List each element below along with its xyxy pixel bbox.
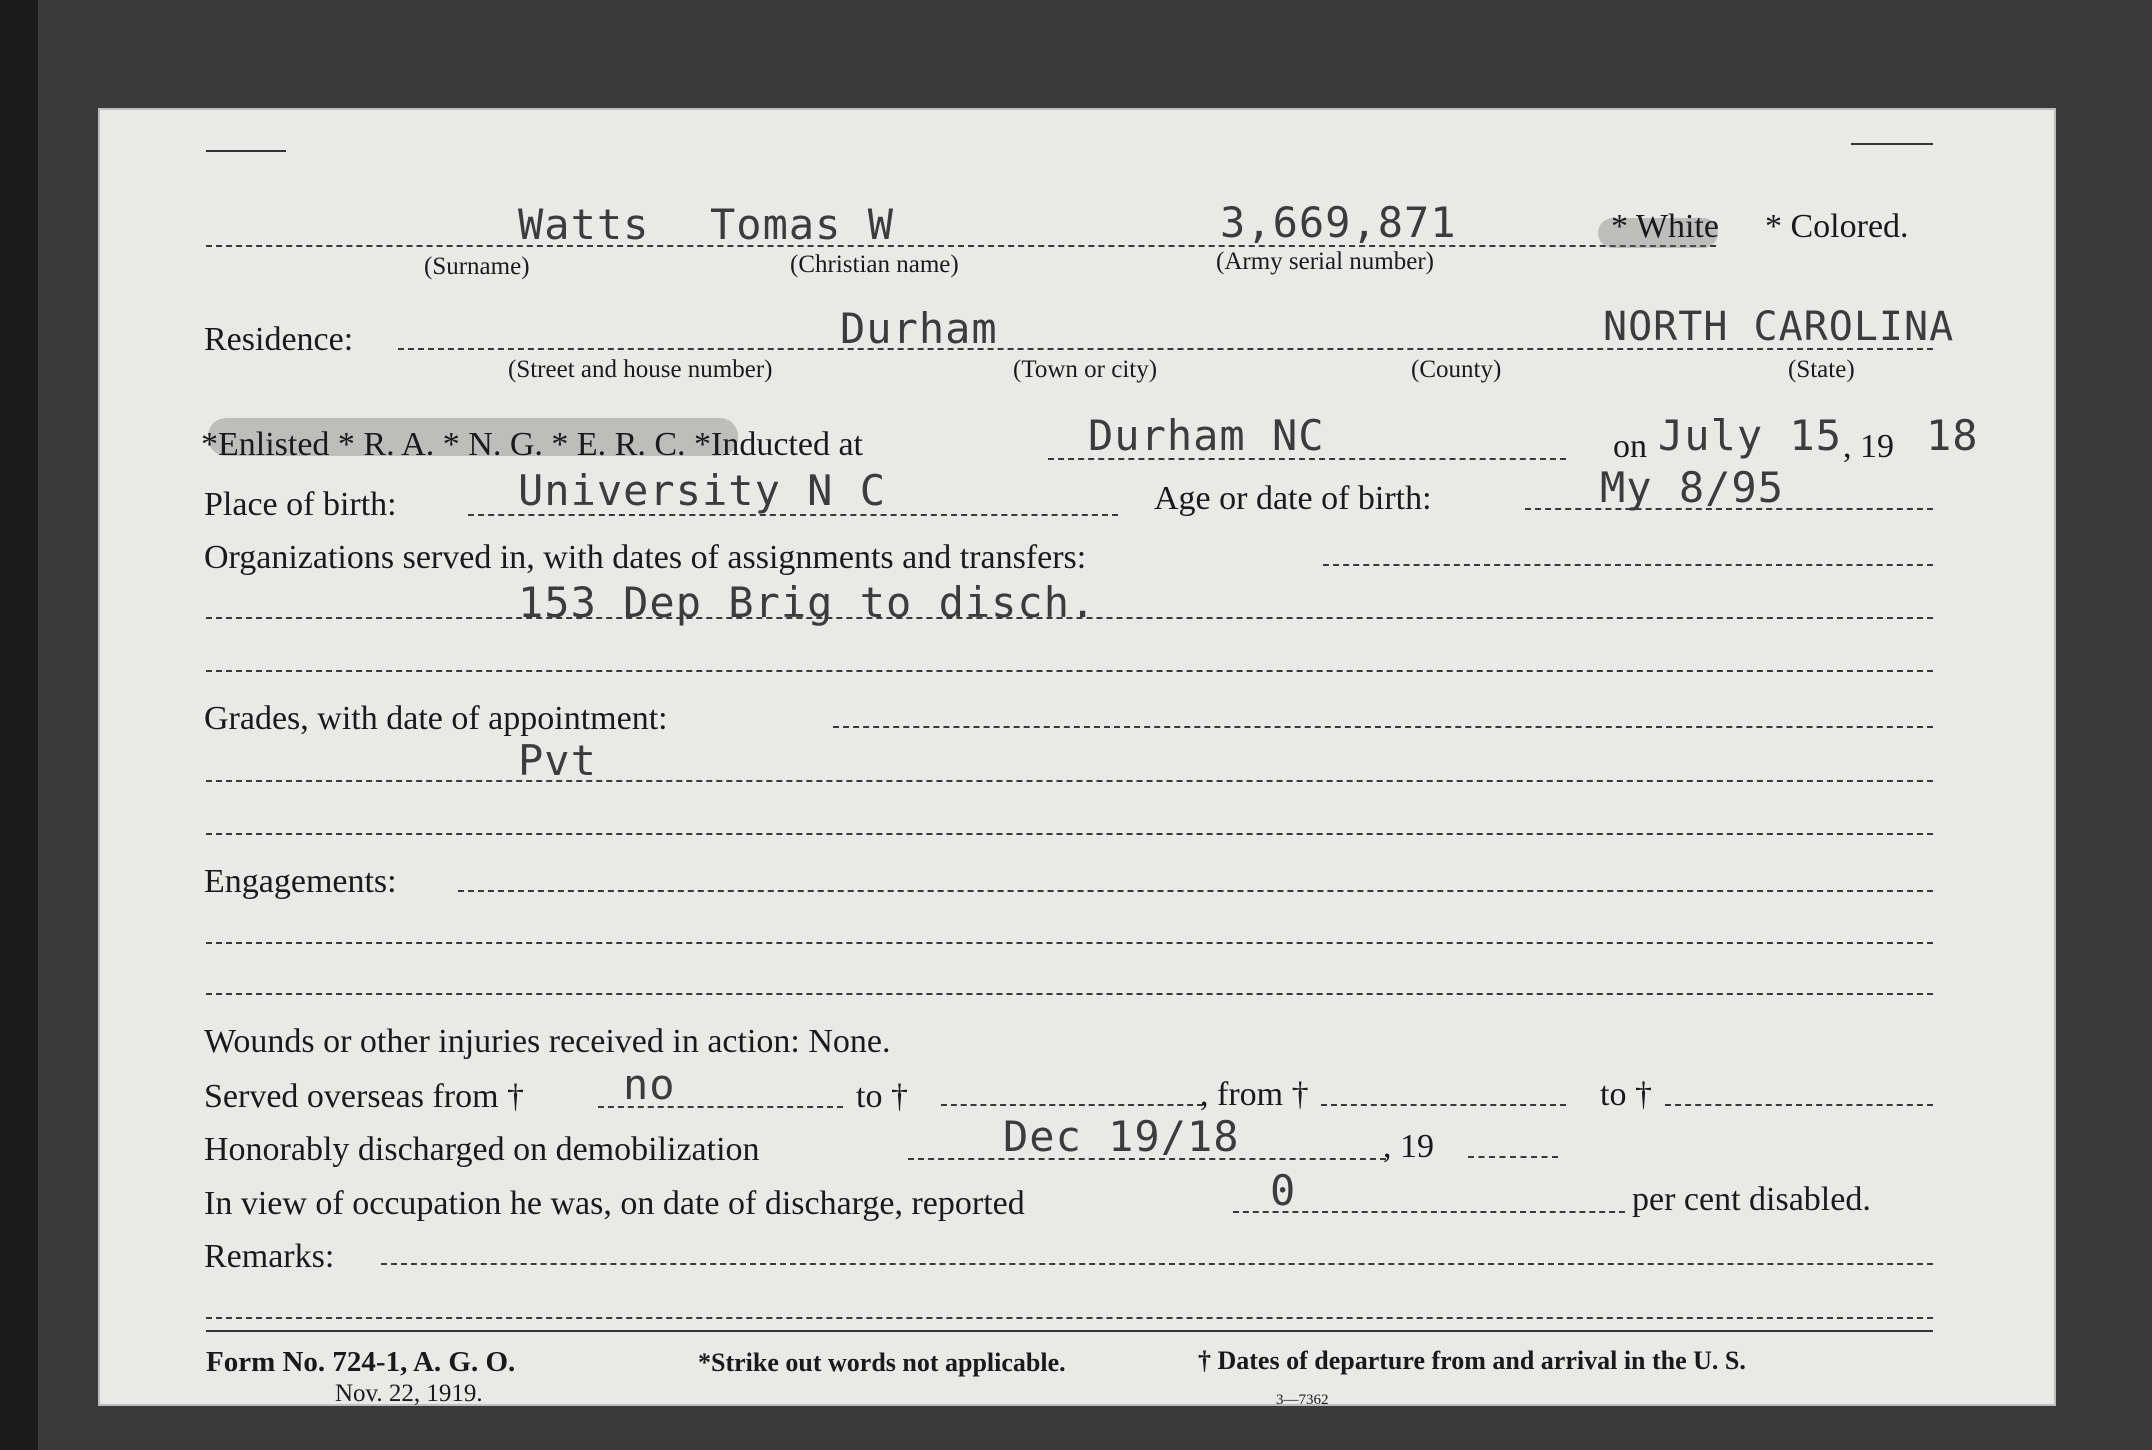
street-caption: (Street and house number) [508,356,773,383]
discharge-date-value: Dec 19/18 [1003,1112,1240,1161]
occupation-label: In view of occupation he was, on date of discharge, reported [204,1185,1025,1222]
engagements-line-3 [206,993,1933,995]
per-cent-label: per cent disabled. [1632,1181,1871,1218]
organizations-label: Organizations served in, with dates of assignments and transfers: [204,539,1087,576]
christian-name-value: Tomas W [710,200,895,249]
form-date: Nov. 22, 1919. [335,1380,483,1407]
inducted-at-value: Durham NC [1088,411,1325,460]
discharge-year-line [1468,1156,1558,1158]
top-left-rule [206,150,286,152]
inducted-year-value: 18 [1926,411,1979,460]
birth-date-value: My 8/95 [1600,463,1785,512]
to-label-2: to † [1600,1076,1652,1113]
to-label-1: to † [856,1078,908,1115]
birthplace-value: University N C [518,466,887,515]
organizations-line-2 [206,617,1933,619]
strike-note: *Strike out words not applicable. [698,1348,1066,1377]
overseas-from-value: no [623,1060,676,1109]
inducted-date-value: July 15 [1658,411,1843,460]
from-label-2: , from † [1200,1076,1309,1113]
organizations-line-3 [206,670,1933,672]
town-value: Durham [840,304,998,353]
enlisted-label: *Enlisted * R. A. * N. G. * E. R. C. *Inducted at [201,426,864,463]
service-record-card [98,108,2056,1406]
footer-rule [206,1330,1933,1332]
remarks-line-2 [206,1317,1933,1319]
serial-number-value: 3,669,871 [1220,198,1457,247]
print-code: 3—7362 [1276,1392,1329,1408]
place-of-birth-label: Place of birth: [204,486,397,523]
serial-number-caption: (Army serial number) [1216,248,1434,275]
grade-value: Pvt [518,736,597,785]
disabled-percent-value: 0 [1270,1166,1297,1215]
year-prefix-label: , 19 [1843,428,1894,465]
organization-value: 153 Dep Brig to disch. [518,578,1097,627]
wounds-label: Wounds or other injuries received in action: None. [204,1023,891,1060]
white-label: * White [1611,208,1719,245]
served-overseas-label: Served overseas from † [204,1078,525,1115]
remarks-label: Remarks: [204,1238,335,1275]
overseas-to-line [941,1104,1203,1106]
state-value: NORTH CAROLINA [1603,304,1955,350]
remarks-line-1 [381,1263,1933,1265]
grades-line-1 [833,726,1933,728]
colored-label: * Colored. [1765,208,1909,245]
engagements-line-2 [206,942,1933,944]
age-or-dob-label: Age or date of birth: [1154,480,1432,517]
organizations-line-1 [1323,564,1933,566]
grades-line-3 [206,833,1933,835]
county-caption: (County) [1411,356,1502,383]
dates-note: † Dates of departure from and arrival in the U. S. [1198,1346,1746,1375]
on-label: on [1613,428,1647,465]
surname-value: Watts [518,200,650,249]
engagements-label: Engagements: [204,863,397,900]
state-caption: (State) [1788,356,1855,383]
grades-line-2 [206,780,1933,782]
overseas-from2-line [1321,1104,1566,1106]
surname-caption: (Surname) [424,253,530,280]
overseas-to2-line [1665,1104,1933,1106]
scanner-edge [0,0,38,1450]
grades-label: Grades, with date of appointment: [204,700,668,737]
discharged-label: Honorably discharged on demobilization [204,1131,760,1168]
town-caption: (Town or city) [1013,356,1158,383]
engagements-line-1 [458,890,1933,892]
discharge-year-label: , 19 [1383,1128,1434,1165]
name-line [206,245,1716,247]
residence-label: Residence: [204,321,354,358]
form-number: Form No. 724-1, A. G. O. [206,1346,516,1378]
christian-name-caption: (Christian name) [790,251,959,278]
top-right-rule [1851,143,1933,145]
